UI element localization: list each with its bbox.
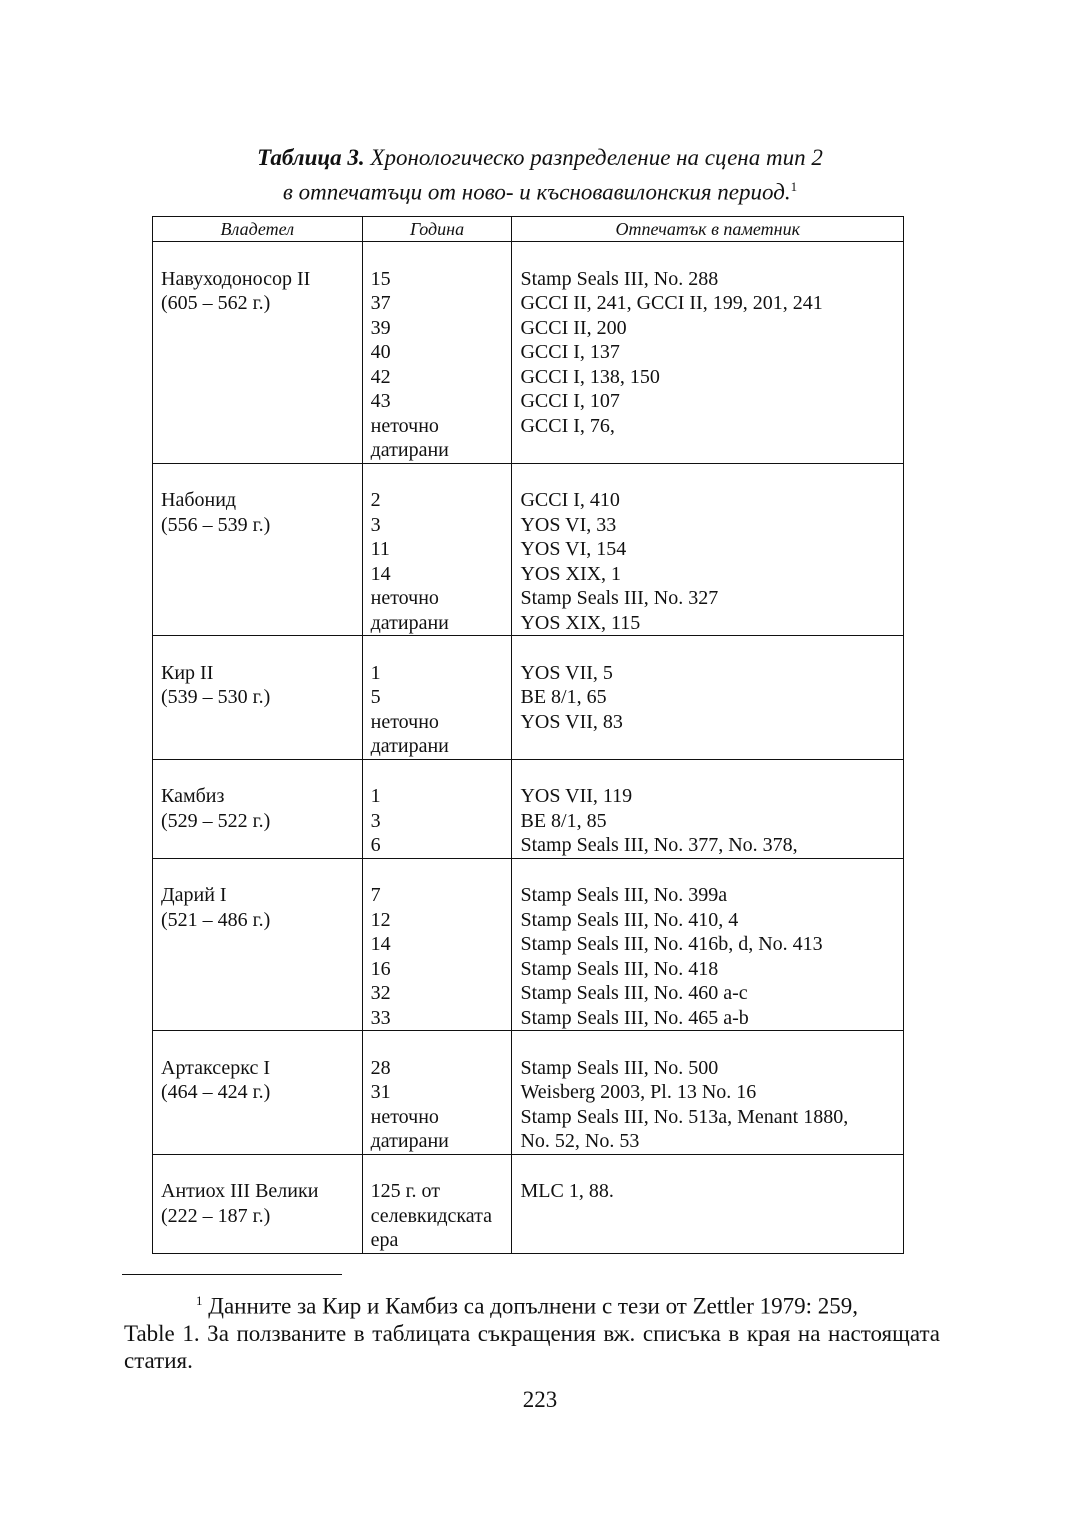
year-line: 3 <box>370 513 381 536</box>
ruler-cell <box>153 858 363 1031</box>
ruler-line: Набонид <box>161 489 237 511</box>
imprint-cell <box>512 242 904 464</box>
year-line: 32 <box>370 982 391 1004</box>
imprint-cell <box>512 636 904 760</box>
table-row <box>153 463 904 636</box>
year-cell <box>362 1031 512 1155</box>
imprint-line: GCCI II, 241, GCCI II, 199, 201, 241 <box>520 292 823 314</box>
year-line: датирани <box>370 735 449 757</box>
ruler-cell <box>153 636 363 760</box>
imprint-line: Weisberg 2003, Pl. 13 No. 16 <box>520 1081 757 1103</box>
footnote-mark: 1 <box>196 1293 203 1308</box>
imprint-line: GCCI I, 138, 150 <box>520 365 660 388</box>
ruler-line: (556 – 539 г.) <box>161 513 271 536</box>
year-line: 7 <box>370 884 381 906</box>
year-line: 39 <box>370 316 391 339</box>
year-line: 33 <box>370 1006 391 1029</box>
year-line: 11 <box>370 538 390 560</box>
year-cell <box>362 759 512 858</box>
imprint-cell <box>512 759 904 858</box>
imprint-line: BE 8/1, 65 <box>520 686 607 708</box>
caption-footnote-mark: 1 <box>790 179 798 194</box>
table-caption-line1 <box>0 143 1080 173</box>
year-line: датирани <box>370 611 449 634</box>
imprint-line: YOS VII, 119 <box>520 785 633 807</box>
imprint-line: GCCI I, 76, <box>520 414 615 437</box>
year-line: 16 <box>370 957 391 980</box>
year-line: 3 <box>370 809 381 832</box>
year-line: 43 <box>370 390 391 412</box>
ruler-line: Камбиз <box>161 785 225 807</box>
year-line: 1 <box>370 785 381 807</box>
table-row <box>153 858 904 1031</box>
ruler-line: (521 – 486 г.) <box>161 908 271 931</box>
year-line: 2 <box>370 489 381 511</box>
year-line: датирани <box>370 1130 449 1152</box>
ruler-line: Кир II <box>161 661 214 684</box>
table-body <box>153 242 904 1254</box>
imprint-line: YOS VII, 83 <box>520 710 623 733</box>
imprint-line: Stamp Seals III, No. 410, 4 <box>520 908 739 931</box>
imprint-line: Stamp Seals III, No. 500 <box>520 1056 719 1079</box>
footnote-divider <box>122 1274 342 1275</box>
footnote-text-rest: Table 1. За ползваните в таблицата съкращения вж. списъка в края на настоящата статия. <box>124 1320 940 1373</box>
year-cell <box>362 636 512 760</box>
imprint-line: GCCI I, 137 <box>520 341 620 363</box>
year-line: 14 <box>370 562 391 585</box>
imprint-line: Stamp Seals III, No. 288 <box>520 267 719 290</box>
ruler-line: Артаксеркс I <box>161 1056 271 1079</box>
ruler-cell <box>153 1154 363 1253</box>
imprint-line: Stamp Seals III, No. 327 <box>520 587 719 609</box>
year-line: 5 <box>370 686 381 708</box>
imprint-line: GCCI I, 410 <box>520 489 620 511</box>
ruler-line: (529 – 522 г.) <box>161 809 271 832</box>
year-line: 37 <box>370 292 391 314</box>
year-line: 14 <box>370 933 391 955</box>
footnote-text-line1: Данните за Кир и Камбиз са допълнени с тези от Zettler 1979: 259, <box>202 1293 859 1319</box>
ruler-line: Дарий I <box>161 884 227 906</box>
table-row <box>153 759 904 858</box>
footnote <box>124 1287 940 1374</box>
imprint-line: Stamp Seals III, No. 513a, Menant 1880, <box>520 1105 849 1128</box>
header-ruler: Владетел <box>153 217 363 242</box>
table-row <box>153 636 904 760</box>
year-line: неточно <box>370 587 439 609</box>
year-line: неточно <box>370 414 439 437</box>
ruler-cell <box>153 759 363 858</box>
table-row <box>153 1031 904 1155</box>
year-cell <box>362 242 512 464</box>
year-cell <box>362 1154 512 1253</box>
header-year: Година <box>362 217 512 242</box>
imprint-line: GCCI I, 107 <box>520 390 620 412</box>
year-line: селевкидската <box>370 1204 493 1227</box>
year-line: 15 <box>370 267 391 290</box>
imprint-cell <box>512 1031 904 1155</box>
ruler-cell <box>153 242 363 464</box>
year-cell <box>362 858 512 1031</box>
year-line: 12 <box>370 908 391 931</box>
imprint-line: YOS VI, 33 <box>520 513 617 536</box>
imprint-line: MLC 1, 88. <box>520 1180 614 1202</box>
imprint-line: BE 8/1, 85 <box>520 809 607 832</box>
page-number: 223 <box>522 1387 558 1412</box>
imprint-line: Stamp Seals III, No. 465 a-b <box>520 1006 749 1029</box>
imprint-cell <box>512 858 904 1031</box>
imprint-line: YOS VII, 5 <box>520 661 613 684</box>
imprint-line: Stamp Seals III, No. 416b, d, No. 413 <box>520 933 823 955</box>
imprint-line: Stamp Seals III, No. 377, No. 378, <box>520 834 798 856</box>
year-line: 28 <box>370 1056 391 1079</box>
year-line: неточно <box>370 710 439 733</box>
ruler-line: (539 – 530 г.) <box>161 686 271 708</box>
ruler-line: (605 – 562 г.) <box>161 292 271 314</box>
table-caption-line2 <box>0 172 1080 208</box>
table-caption-title: Хронологическо разпределение на сцена тип 2 <box>364 145 823 170</box>
year-line: 42 <box>370 365 391 388</box>
ruler-cell <box>153 463 363 636</box>
header-imprint: Отпечатък в паметник <box>512 217 904 242</box>
year-line: ера <box>370 1229 399 1251</box>
year-line: 6 <box>370 834 381 856</box>
year-line: датирани <box>370 439 449 461</box>
year-line: 125 г. от <box>370 1180 441 1202</box>
table-header-row <box>153 217 904 242</box>
table-caption-subtitle: в отпечатъци от ново- и късновавилонския период. <box>282 179 791 205</box>
ruler-line: Навуходоносор II <box>161 267 311 290</box>
year-line: неточно <box>370 1105 439 1128</box>
table-row <box>153 1154 904 1253</box>
year-line: 31 <box>370 1081 391 1103</box>
imprint-line: Stamp Seals III, No. 460 a-c <box>520 982 748 1004</box>
year-line: 1 <box>370 661 381 684</box>
year-cell <box>362 463 512 636</box>
ruler-line: (222 – 187 г.) <box>161 1204 271 1227</box>
imprint-line: YOS VI, 154 <box>520 538 627 560</box>
imprint-line: GCCI II, 200 <box>520 316 627 339</box>
ruler-cell <box>153 1031 363 1155</box>
imprint-line: YOS XIX, 115 <box>520 611 641 634</box>
imprint-cell <box>512 463 904 636</box>
ruler-line: Антиох III Велики <box>161 1180 319 1202</box>
imprint-cell <box>512 1154 904 1253</box>
imprint-line: Stamp Seals III, No. 399a <box>520 884 728 906</box>
table-row <box>153 242 904 464</box>
imprint-line: YOS XIX, 1 <box>520 562 622 585</box>
table-caption-label: Таблица 3. <box>257 145 365 170</box>
year-line: 40 <box>370 341 391 363</box>
ruler-line: (464 – 424 г.) <box>161 1081 271 1103</box>
imprint-line: Stamp Seals III, No. 418 <box>520 957 719 980</box>
imprint-line: No. 52, No. 53 <box>520 1130 640 1152</box>
chronology-table <box>152 216 904 1254</box>
